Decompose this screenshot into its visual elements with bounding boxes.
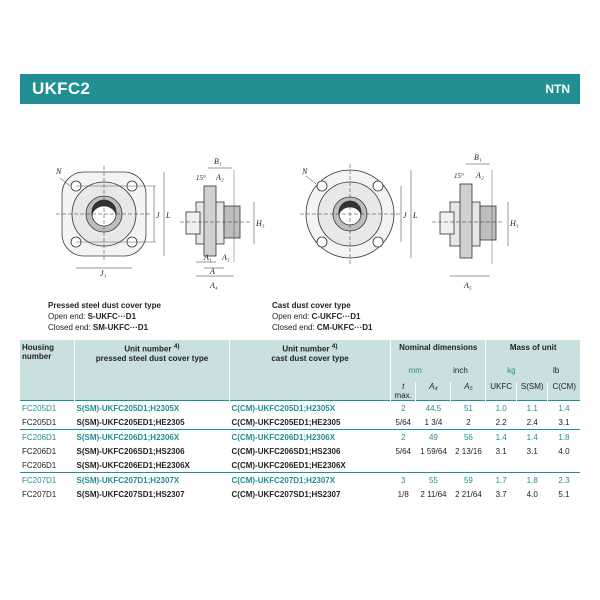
cell-t: 5/64	[395, 417, 412, 427]
label-angle: 15°	[196, 174, 206, 182]
cell-mass-ukfc	[486, 458, 517, 473]
col-ssm: S(SM)	[516, 382, 548, 401]
cell-a4	[416, 458, 451, 473]
label-a5: A₅	[464, 281, 472, 290]
cell-mass-ssm: 2.4	[526, 417, 538, 427]
cell-mass-ccm: 1.4	[548, 401, 580, 416]
cell-mass-ssm: 3.1	[526, 446, 538, 456]
caption-pressed-closed: Closed end: SM-UKFC···D1	[48, 323, 149, 332]
cell-unit-pressed: S(SM)-UKFC205D1;H2305X	[75, 401, 230, 416]
cell-mass-ccm: 2.3	[548, 473, 580, 488]
label-h3: H₃	[256, 219, 265, 228]
label-h3-cast: H₃	[510, 219, 519, 228]
col-ukfc: UKFC	[486, 382, 517, 401]
cell-t: 1/8	[397, 489, 409, 499]
cell-a4: 49	[416, 430, 451, 445]
label-n-cast: N	[302, 167, 308, 176]
cell-mass-ssm: 4.0	[526, 489, 538, 499]
cell-mass-ccm: 3.1	[558, 417, 570, 427]
label-a4: A₄	[210, 281, 218, 290]
cell-t	[391, 458, 416, 473]
cell-mass-ukfc: 1.7	[486, 473, 517, 488]
caption-pressed-open: Open end: S-UKFC···D1	[48, 312, 137, 321]
cell-unit-cast: C(CM)-UKFC206D1;H2306X	[230, 430, 391, 445]
unit-lb: lb	[553, 366, 560, 375]
cell-unit-pressed: S(SM)-UKFC207SD1;HS2307	[76, 489, 185, 499]
cell-a4: 2 11/64	[420, 489, 447, 499]
page-title: UKFC2	[32, 79, 91, 98]
cell-a5	[451, 458, 486, 473]
cell-a5: 51	[451, 401, 486, 416]
table-row	[20, 430, 580, 445]
table-row	[20, 473, 580, 488]
technical-drawings	[20, 150, 580, 300]
cell-a5: 2	[466, 417, 471, 427]
cell-housing: FC206D1	[22, 460, 57, 470]
col-housing: Housing number	[20, 340, 75, 401]
label-j: J	[156, 211, 160, 220]
brand-logo: NTN	[545, 82, 570, 96]
cell-a4: 55	[416, 473, 451, 488]
caption-pressed	[48, 300, 161, 333]
spec-table-body	[20, 401, 580, 502]
cell-unit-cast: C(CM)-UKFC206SD1;HS2306	[231, 446, 341, 456]
table-row	[20, 444, 580, 458]
cell-mass-ssm: 1.1	[516, 401, 548, 416]
cell-a5: 2 21/64	[455, 489, 482, 499]
label-n: N	[56, 167, 62, 176]
cell-mass-ccm: 1.8	[548, 430, 580, 445]
label-b1: B₁	[214, 157, 222, 166]
caption-cast-heading: Cast dust cover type	[272, 301, 351, 310]
caption-cast-open: Open end: C-UKFC···D1	[272, 312, 361, 321]
cell-mass-ukfc: 3.1	[495, 446, 507, 456]
unit-kg: kg	[507, 366, 516, 375]
label-j1: J₁	[100, 269, 107, 278]
cell-a4: 1 3/4	[424, 417, 443, 427]
cell-housing: FC206D1	[22, 446, 57, 456]
cell-a5: 59	[451, 473, 486, 488]
unit-mm: mm	[408, 366, 422, 375]
cell-unit-cast: C(CM)-UKFC207D1;H2307X	[230, 473, 391, 488]
cell-housing: FC205D1	[22, 417, 57, 427]
cell-mass-ukfc: 2.2	[495, 417, 507, 427]
cell-mass-ccm: 4.0	[558, 446, 570, 456]
cell-t: 2	[391, 401, 416, 416]
col-nominal: Nominal dimensions mm inch	[391, 340, 486, 382]
label-j-cast: J	[403, 211, 407, 220]
label-a: A	[210, 267, 215, 276]
cell-mass-ssm	[516, 458, 548, 473]
cell-unit-pressed: S(SM)-UKFC207D1;H2307X	[75, 473, 230, 488]
front-view-pressed	[56, 166, 164, 268]
table-row	[20, 401, 580, 416]
section-header	[20, 74, 580, 104]
col-unit-pressed: Unit number $^{4)}$ pressed steel dust cover type	[75, 340, 230, 401]
cell-t: 5/64	[395, 446, 412, 456]
cell-t: 3	[391, 473, 416, 488]
cell-unit-pressed: S(SM)-UKFC205ED1;HE2305	[76, 417, 185, 427]
col-t: t max.	[391, 382, 416, 401]
cell-a5: 2 13/16	[455, 446, 482, 456]
front-view-cast	[300, 164, 411, 264]
caption-cast	[272, 300, 372, 333]
caption-pressed-heading: Pressed steel dust cover type	[48, 301, 161, 310]
cell-mass-ssm: 1.4	[516, 430, 548, 445]
cell-unit-pressed: S(SM)-UKFC206SD1;HS2306	[76, 446, 185, 456]
label-a2-cast: A₂	[476, 171, 484, 180]
cell-housing: FC207D1	[20, 473, 75, 488]
cell-housing: FC206D1	[20, 430, 75, 445]
cell-unit-cast: C(CM)-UKFC206ED1;HE2306X	[231, 460, 346, 470]
cell-housing: FC205D1	[20, 401, 75, 416]
cell-mass-ukfc: 1.4	[486, 430, 517, 445]
label-a3: A₃	[222, 253, 230, 262]
spec-table	[20, 340, 580, 501]
label-a1: A₁	[204, 253, 212, 262]
cell-unit-pressed: S(SM)-UKFC206D1;H2306X	[75, 430, 230, 445]
col-mass: Mass of unit kg lb	[486, 340, 580, 382]
cell-a4: 44.5	[416, 401, 451, 416]
label-a2: A₂	[216, 173, 224, 182]
cell-unit-cast: C(CM)-UKFC207SD1;HS2307	[231, 489, 341, 499]
side-view-cast	[432, 164, 508, 276]
table-row	[20, 487, 580, 501]
table-row	[20, 415, 580, 430]
col-a4: A₄	[416, 382, 451, 401]
cell-mass-ukfc: 1.0	[486, 401, 517, 416]
caption-cast-closed: Closed end: CM-UKFC···D1	[272, 323, 373, 332]
col-a5: A₅	[451, 382, 486, 401]
label-b1-cast: B₁	[474, 153, 482, 162]
cell-unit-cast: C(CM)-UKFC205ED1;HE2305	[231, 417, 341, 427]
cell-a4: 1 59/64	[420, 446, 447, 456]
cell-unit-cast: C(CM)-UKFC205D1;H2305X	[230, 401, 391, 416]
cell-mass-ssm: 1.8	[516, 473, 548, 488]
label-l: L	[166, 211, 171, 220]
cell-unit-pressed: S(SM)-UKFC206ED1;HE2306X	[76, 460, 190, 470]
cell-housing: FC207D1	[22, 489, 57, 499]
col-unit-cast: Unit number $^{4)}$ cast dust cover type	[230, 340, 391, 401]
label-l-cast: L	[413, 211, 418, 220]
cell-mass-ukfc: 3.7	[495, 489, 507, 499]
unit-inch: inch	[453, 366, 468, 375]
cell-t: 2	[391, 430, 416, 445]
col-ccm: C(CM)	[548, 382, 580, 401]
cell-mass-ccm: 5.1	[558, 489, 570, 499]
cell-mass-ccm	[548, 458, 580, 473]
cell-a5: 56	[451, 430, 486, 445]
label-angle-cast: 15°	[454, 172, 464, 180]
table-row	[20, 458, 580, 473]
side-view-pressed	[180, 168, 254, 276]
